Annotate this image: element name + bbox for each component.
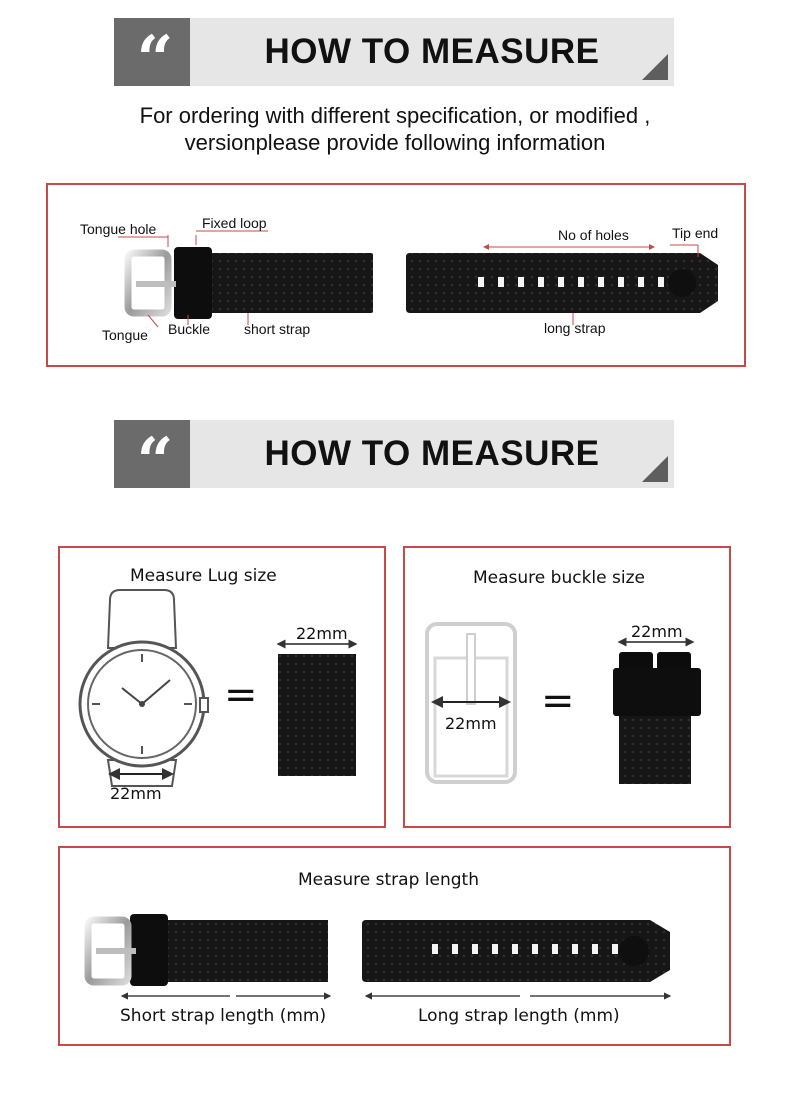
label-tongue-hole: Tongue hole bbox=[80, 221, 157, 237]
strap-anatomy-illustration bbox=[48, 185, 744, 365]
buckle-equals-sign: = bbox=[541, 678, 575, 724]
fixed-loop bbox=[174, 247, 212, 319]
subtitle-line-1: For ordering with different specification, or modified , bbox=[139, 103, 651, 128]
watch-illustration bbox=[60, 548, 384, 826]
section1-banner bbox=[114, 18, 674, 97]
strap-length-panel bbox=[58, 846, 731, 1046]
short-strap bbox=[208, 253, 373, 313]
label-long-strap: long strap bbox=[544, 320, 606, 336]
corner-triangle-icon bbox=[642, 456, 668, 482]
subtitle-line-2: versionplease provide following information bbox=[184, 130, 606, 155]
quote-icon: “ bbox=[114, 18, 190, 86]
label-no-of-holes: No of holes bbox=[558, 227, 629, 243]
tongue bbox=[136, 281, 176, 287]
lug-equals-sign: = bbox=[224, 672, 258, 718]
label-short-strap: short strap bbox=[244, 321, 311, 337]
buckle-keeper bbox=[613, 668, 701, 716]
lug-strap-piece bbox=[278, 654, 356, 776]
label-fixed-loop: Fixed loop bbox=[202, 215, 267, 231]
length-panel-title: Measure strap length bbox=[298, 870, 479, 890]
buckle-size-panel bbox=[403, 546, 731, 828]
buckle-strap-width-label: 22mm bbox=[631, 622, 683, 641]
buckle-width-label: 22mm bbox=[445, 714, 497, 733]
label-buckle: Buckle bbox=[168, 321, 211, 337]
buckle-panel-title: Measure buckle size bbox=[473, 568, 645, 588]
corner-triangle-icon bbox=[642, 54, 668, 80]
lug-panel-title: Measure Lug size bbox=[130, 566, 277, 586]
long-strap-length-label: Long strap length (mm) bbox=[418, 1006, 620, 1026]
label-tongue: Tongue bbox=[102, 327, 148, 343]
lug-size-panel bbox=[58, 546, 386, 828]
lug-watch-width: 22mm bbox=[110, 784, 162, 803]
section1-heading: HOW TO MEASURE bbox=[264, 32, 600, 71]
quote-icon: “ bbox=[114, 420, 190, 488]
strap-anatomy-panel bbox=[46, 183, 746, 367]
label-tip-end: Tip end bbox=[672, 225, 719, 241]
section2-heading: HOW TO MEASURE bbox=[264, 434, 600, 473]
lug-strap-width: 22mm bbox=[296, 624, 348, 643]
short-strap-length-label: Short strap length (mm) bbox=[120, 1006, 327, 1026]
section2-banner bbox=[114, 420, 674, 499]
